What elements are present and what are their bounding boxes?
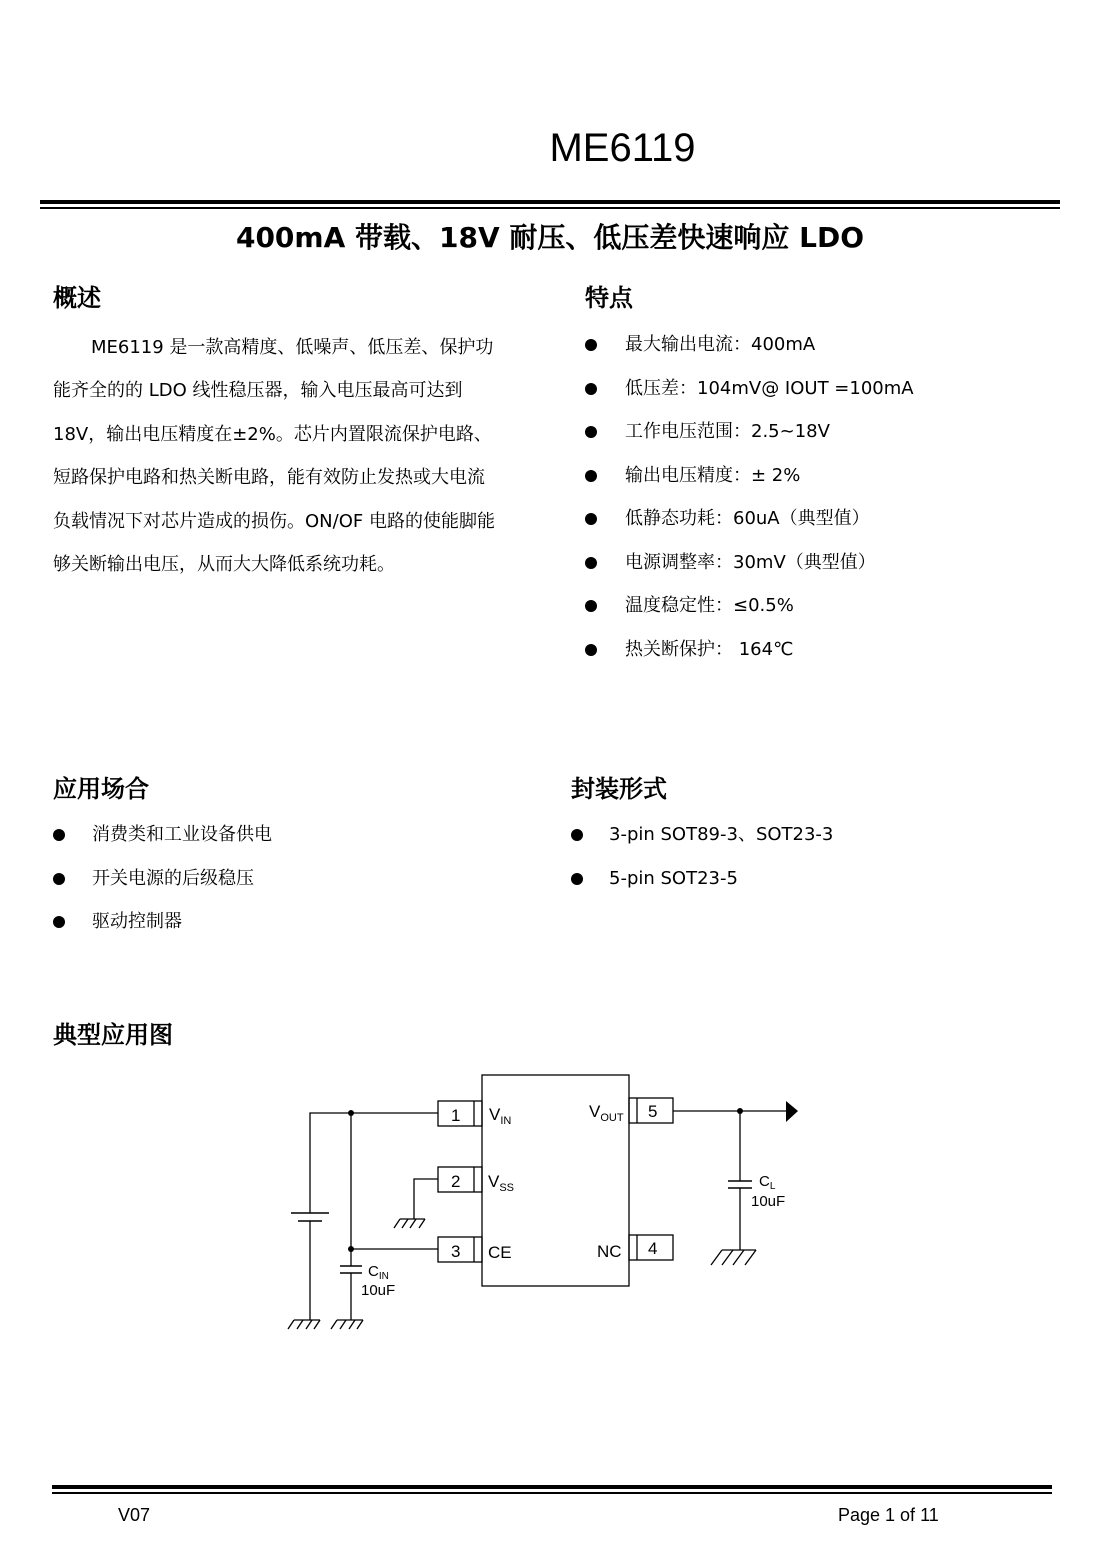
vin-wire (310, 1113, 438, 1213)
packages-heading: 封装形式 (571, 775, 667, 803)
features-heading: 特点 (585, 284, 633, 312)
output-arrow-icon (786, 1101, 798, 1122)
overview-line: 短路保护电路和热关断电路，能有效防止发热或大电流 (53, 467, 485, 489)
feature-text: 最大输出电流：400mA (625, 334, 816, 355)
overview-line: 负载情况下对芯片造成的损伤。ON/OF 电路的使能脚能 (53, 510, 495, 532)
overview-line: 能齐全的的 LDO 线性稳压器，输入电压最高可达到 (53, 380, 463, 402)
overview-line: 18V，输出电压精度在±2%。芯片内置限流保护电路、 (53, 423, 492, 445)
pin-number: 3 (451, 1242, 461, 1261)
overview-line: 够关断输出电压，从而大大降低系统功耗。 (53, 554, 395, 576)
junction-dot (737, 1108, 743, 1114)
feature-text: 低静态功耗：60uA（典型值） (625, 508, 870, 529)
applications-heading: 应用场合 (53, 775, 149, 803)
footer-rule-thin (52, 1492, 1052, 1494)
footer-version: V07 (118, 1505, 151, 1525)
cin-label: $C_{IN}$ (368, 1263, 389, 1282)
pin-label: NC (597, 1242, 622, 1261)
pin-number: 4 (648, 1239, 658, 1258)
pin-label: $V_{SS}$ (488, 1172, 515, 1194)
cl-value: 10uF (751, 1193, 786, 1210)
application-text: 驱动控制器 (92, 911, 182, 932)
pin-number: 2 (451, 1172, 461, 1191)
feature-text: 电源调整率：30mV（典型值） (625, 551, 876, 573)
cin-value: 10uF (361, 1282, 396, 1299)
overview-heading: 概述 (53, 284, 101, 312)
pin-label: $V_{OUT}$ (589, 1102, 624, 1124)
pin-number: 1 (451, 1106, 461, 1125)
typical-application-heading: 典型应用图 (53, 1021, 173, 1049)
pin-number: 5 (648, 1102, 658, 1121)
application-text: 开关电源的后级稳压 (92, 867, 254, 889)
footer-page-number: Page 1 of 11 (838, 1505, 939, 1525)
pin-label: $V_{IN}$ (489, 1105, 512, 1127)
junction-dot (348, 1110, 354, 1116)
part-number-title: ME6119 (549, 126, 696, 170)
document-subtitle: 400mA 带载、18V 耐压、低压差快速响应 LDO (235, 221, 865, 254)
cl-label: $C_L$ (759, 1173, 776, 1192)
feature-text: 输出电压精度：± 2% (625, 464, 801, 486)
overview-line: ME6119 是一款高精度、低噪声、低压差、保护功 (91, 337, 494, 358)
package-text: 3-pin SOT89-3、SOT23-3 (609, 824, 834, 845)
footer-rule-thick (52, 1485, 1052, 1489)
application-text: 消费类和工业设备供电 (92, 824, 272, 845)
feature-text: 工作电压范围：2.5~18V (625, 421, 830, 442)
feature-text: 温度稳定性：≤0.5% (625, 595, 794, 616)
pin-label: CE (488, 1243, 512, 1262)
feature-text: 热关断保护： 164℃ (625, 638, 794, 660)
junction-dot (348, 1246, 354, 1252)
package-text: 5-pin SOT23-5 (609, 867, 738, 889)
feature-text: 低压差：104mV@ IOUT =100mA (625, 377, 914, 399)
